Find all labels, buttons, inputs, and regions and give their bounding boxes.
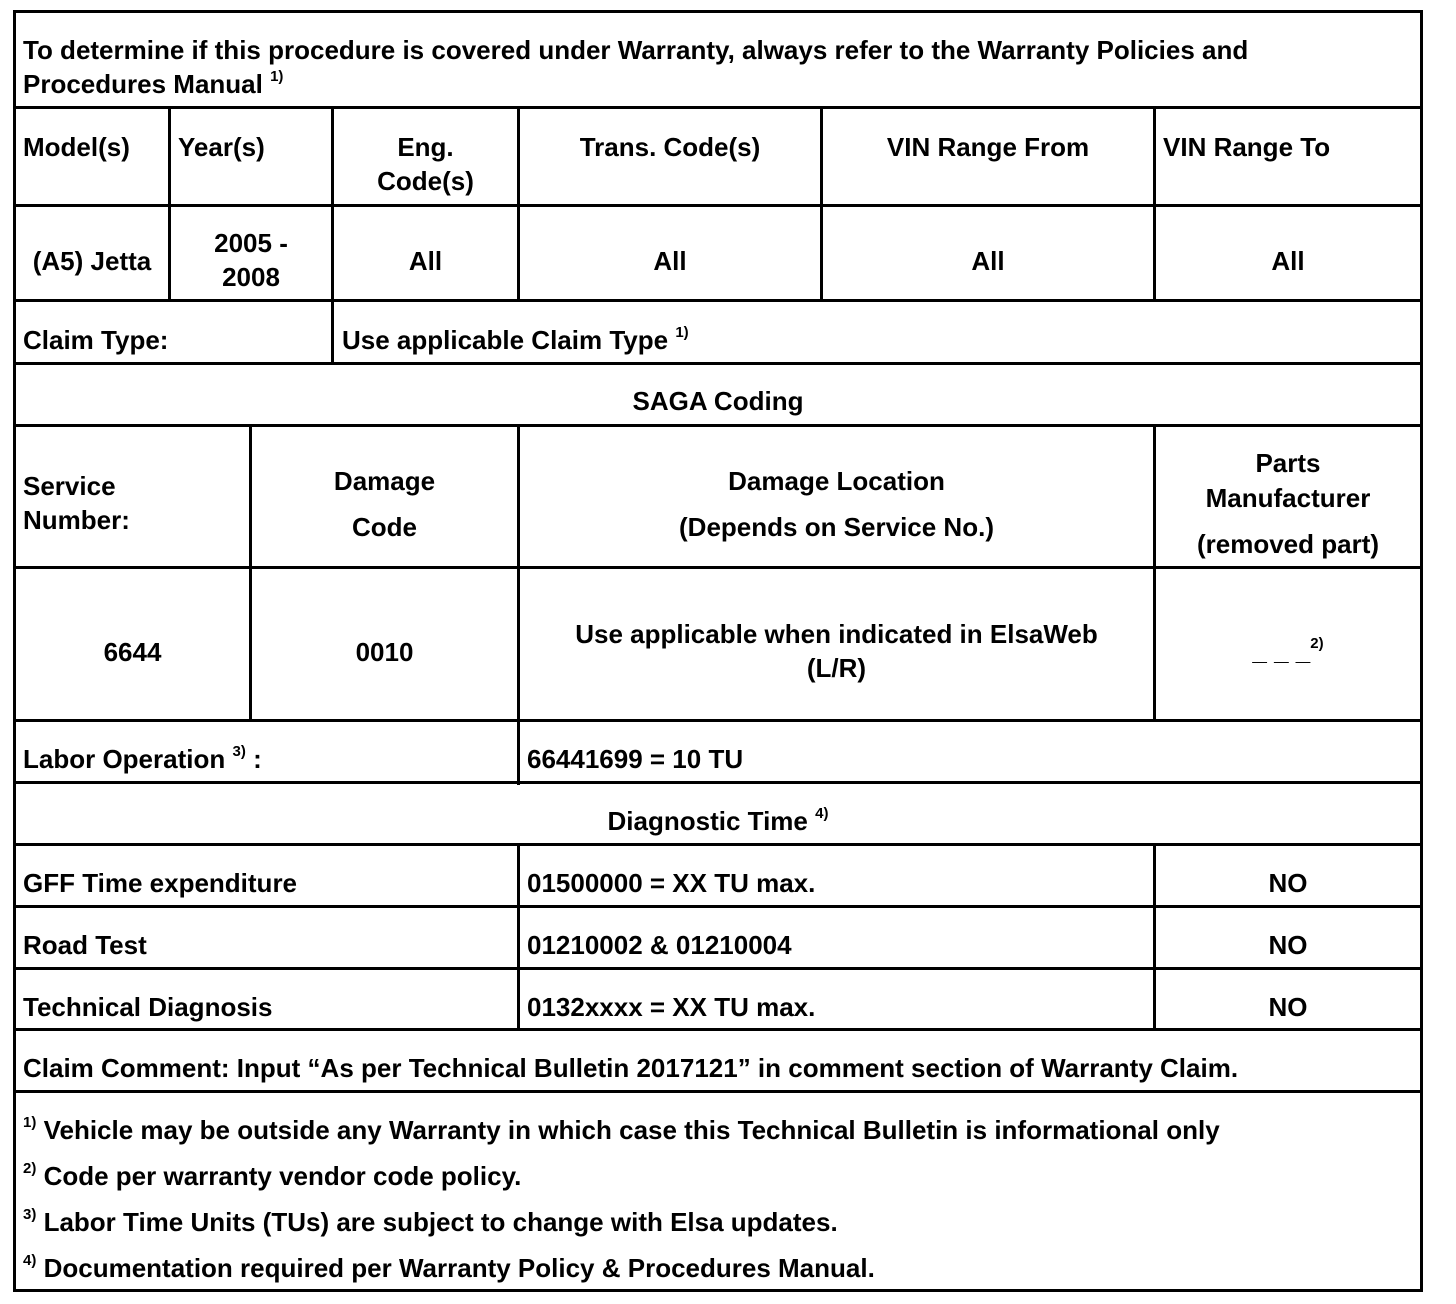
grid-line bbox=[13, 204, 1423, 207]
labor-operation-value: 66441699 = 10 TU bbox=[527, 744, 744, 774]
claim-type-label: Claim Type: bbox=[23, 325, 169, 355]
damage-location-value-line1: Use applicable when indicated in ElsaWeb bbox=[575, 619, 1098, 649]
vin-to-value: All bbox=[1271, 246, 1305, 276]
header-vin-to: VIN Range To bbox=[1163, 132, 1331, 162]
footnote-ref: 2) bbox=[1310, 635, 1324, 653]
diagnostic-title bbox=[16, 804, 1420, 838]
header-damage-code-line1: Damage bbox=[333, 466, 436, 496]
footnote bbox=[23, 1159, 521, 1193]
trans-value: All bbox=[653, 246, 687, 276]
labor-colon: : bbox=[253, 744, 262, 774]
claim-type-text: Use applicable Claim Type bbox=[342, 325, 669, 355]
diag-row-code: 0132xxxx = XX TU max. bbox=[527, 992, 816, 1022]
diag-row-flag: NO bbox=[1268, 992, 1308, 1022]
diag-row-flag: NO bbox=[1268, 868, 1308, 898]
grid-line bbox=[13, 905, 1423, 908]
header-service-line1: Service bbox=[23, 471, 116, 501]
labor-label-text: Labor Operation bbox=[23, 744, 226, 774]
diag-row-code: 01210002 & 01210004 bbox=[527, 930, 792, 960]
vin-from-value: All bbox=[971, 246, 1005, 276]
header-years: Year(s) bbox=[178, 132, 265, 162]
year-value-line2: 2008 bbox=[222, 262, 280, 292]
diag-row-label: GFF Time expenditure bbox=[23, 868, 298, 898]
footnote-ref: 4) bbox=[815, 805, 829, 823]
footnote-ref: 1) bbox=[675, 324, 689, 342]
footnote-text: Code per warranty vendor code policy. bbox=[43, 1161, 522, 1191]
grid-line bbox=[13, 1028, 1423, 1031]
header-eng-line1: Eng. bbox=[397, 132, 454, 162]
grid-line bbox=[13, 843, 1423, 846]
header-damage-code-line2: Code bbox=[352, 512, 417, 542]
header-parts-line1: Parts bbox=[1255, 448, 1321, 478]
saga-title: SAGA Coding bbox=[632, 386, 804, 416]
header-parts-line3: (removed part) bbox=[1196, 529, 1380, 559]
footnote bbox=[23, 1205, 838, 1239]
warranty-intro-line2 bbox=[23, 67, 283, 101]
year-value-line1: 2005 - bbox=[214, 228, 288, 258]
header-damage-location-line1: Damage Location bbox=[728, 466, 945, 496]
footnote bbox=[23, 1251, 875, 1285]
eng-value: All bbox=[408, 246, 443, 276]
diag-row-code: 01500000 = XX TU max. bbox=[527, 868, 816, 898]
claim-type-value bbox=[342, 323, 689, 357]
diag-row-label: Technical Diagnosis bbox=[23, 992, 273, 1022]
model-value: (A5) Jetta bbox=[32, 246, 152, 276]
parts-value bbox=[1156, 634, 1420, 668]
service-number-value: 6644 bbox=[103, 637, 162, 667]
header-eng-line2: Code(s) bbox=[377, 166, 474, 196]
grid-line bbox=[13, 781, 1423, 784]
footnote-mark: 4) bbox=[23, 1252, 37, 1270]
grid-line bbox=[517, 843, 520, 1031]
diagnostic-title-text: Diagnostic Time bbox=[607, 806, 808, 836]
grid-line bbox=[13, 1090, 1423, 1093]
grid-line bbox=[13, 106, 1423, 109]
footnote-ref: 1) bbox=[270, 68, 284, 86]
footnote-mark: 3) bbox=[23, 1206, 37, 1224]
footnote-text: Vehicle may be outside any Warranty in which case this Technical Bulletin is informational only bbox=[43, 1115, 1220, 1145]
parts-dashes: _ _ _ bbox=[1252, 636, 1311, 666]
footnote bbox=[23, 1113, 1220, 1147]
grid-line bbox=[13, 299, 1423, 302]
diag-row-label: Road Test bbox=[23, 930, 147, 960]
header-parts-line2: Manufacturer bbox=[1205, 483, 1371, 513]
grid-line bbox=[13, 566, 1423, 569]
intro-text: Procedures Manual bbox=[23, 69, 263, 99]
header-vin-from: VIN Range From bbox=[886, 132, 1090, 162]
labor-operation-label bbox=[23, 742, 262, 776]
footnote-mark: 1) bbox=[23, 1114, 37, 1132]
damage-code-value: 0010 bbox=[355, 637, 414, 667]
header-service-line2: Number: bbox=[23, 505, 130, 535]
grid-line bbox=[13, 362, 1423, 365]
diag-row-flag: NO bbox=[1268, 930, 1308, 960]
header-models: Model(s) bbox=[23, 132, 130, 162]
grid-line bbox=[13, 424, 1423, 427]
header-trans: Trans. Code(s) bbox=[579, 132, 761, 162]
grid-line bbox=[13, 967, 1423, 970]
footnote-text: Documentation required per Warranty Policy & Procedures Manual. bbox=[43, 1253, 875, 1283]
claim-comment: Claim Comment: Input “As per Technical Bulletin 2017121” in comment section of Warranty Claim. bbox=[23, 1053, 1239, 1083]
footnote-mark: 2) bbox=[23, 1160, 37, 1178]
header-damage-location-line2: (Depends on Service No.) bbox=[679, 512, 994, 542]
footnote-ref: 3) bbox=[232, 743, 246, 761]
footnote-text: Labor Time Units (TUs) are subject to change with Elsa updates. bbox=[43, 1207, 838, 1237]
warranty-intro-line1: To determine if this procedure is covered under Warranty, always refer to the Warranty Policies and bbox=[23, 35, 1249, 65]
damage-location-value-line2: (L/R) bbox=[806, 653, 867, 683]
grid-line bbox=[13, 719, 1423, 722]
